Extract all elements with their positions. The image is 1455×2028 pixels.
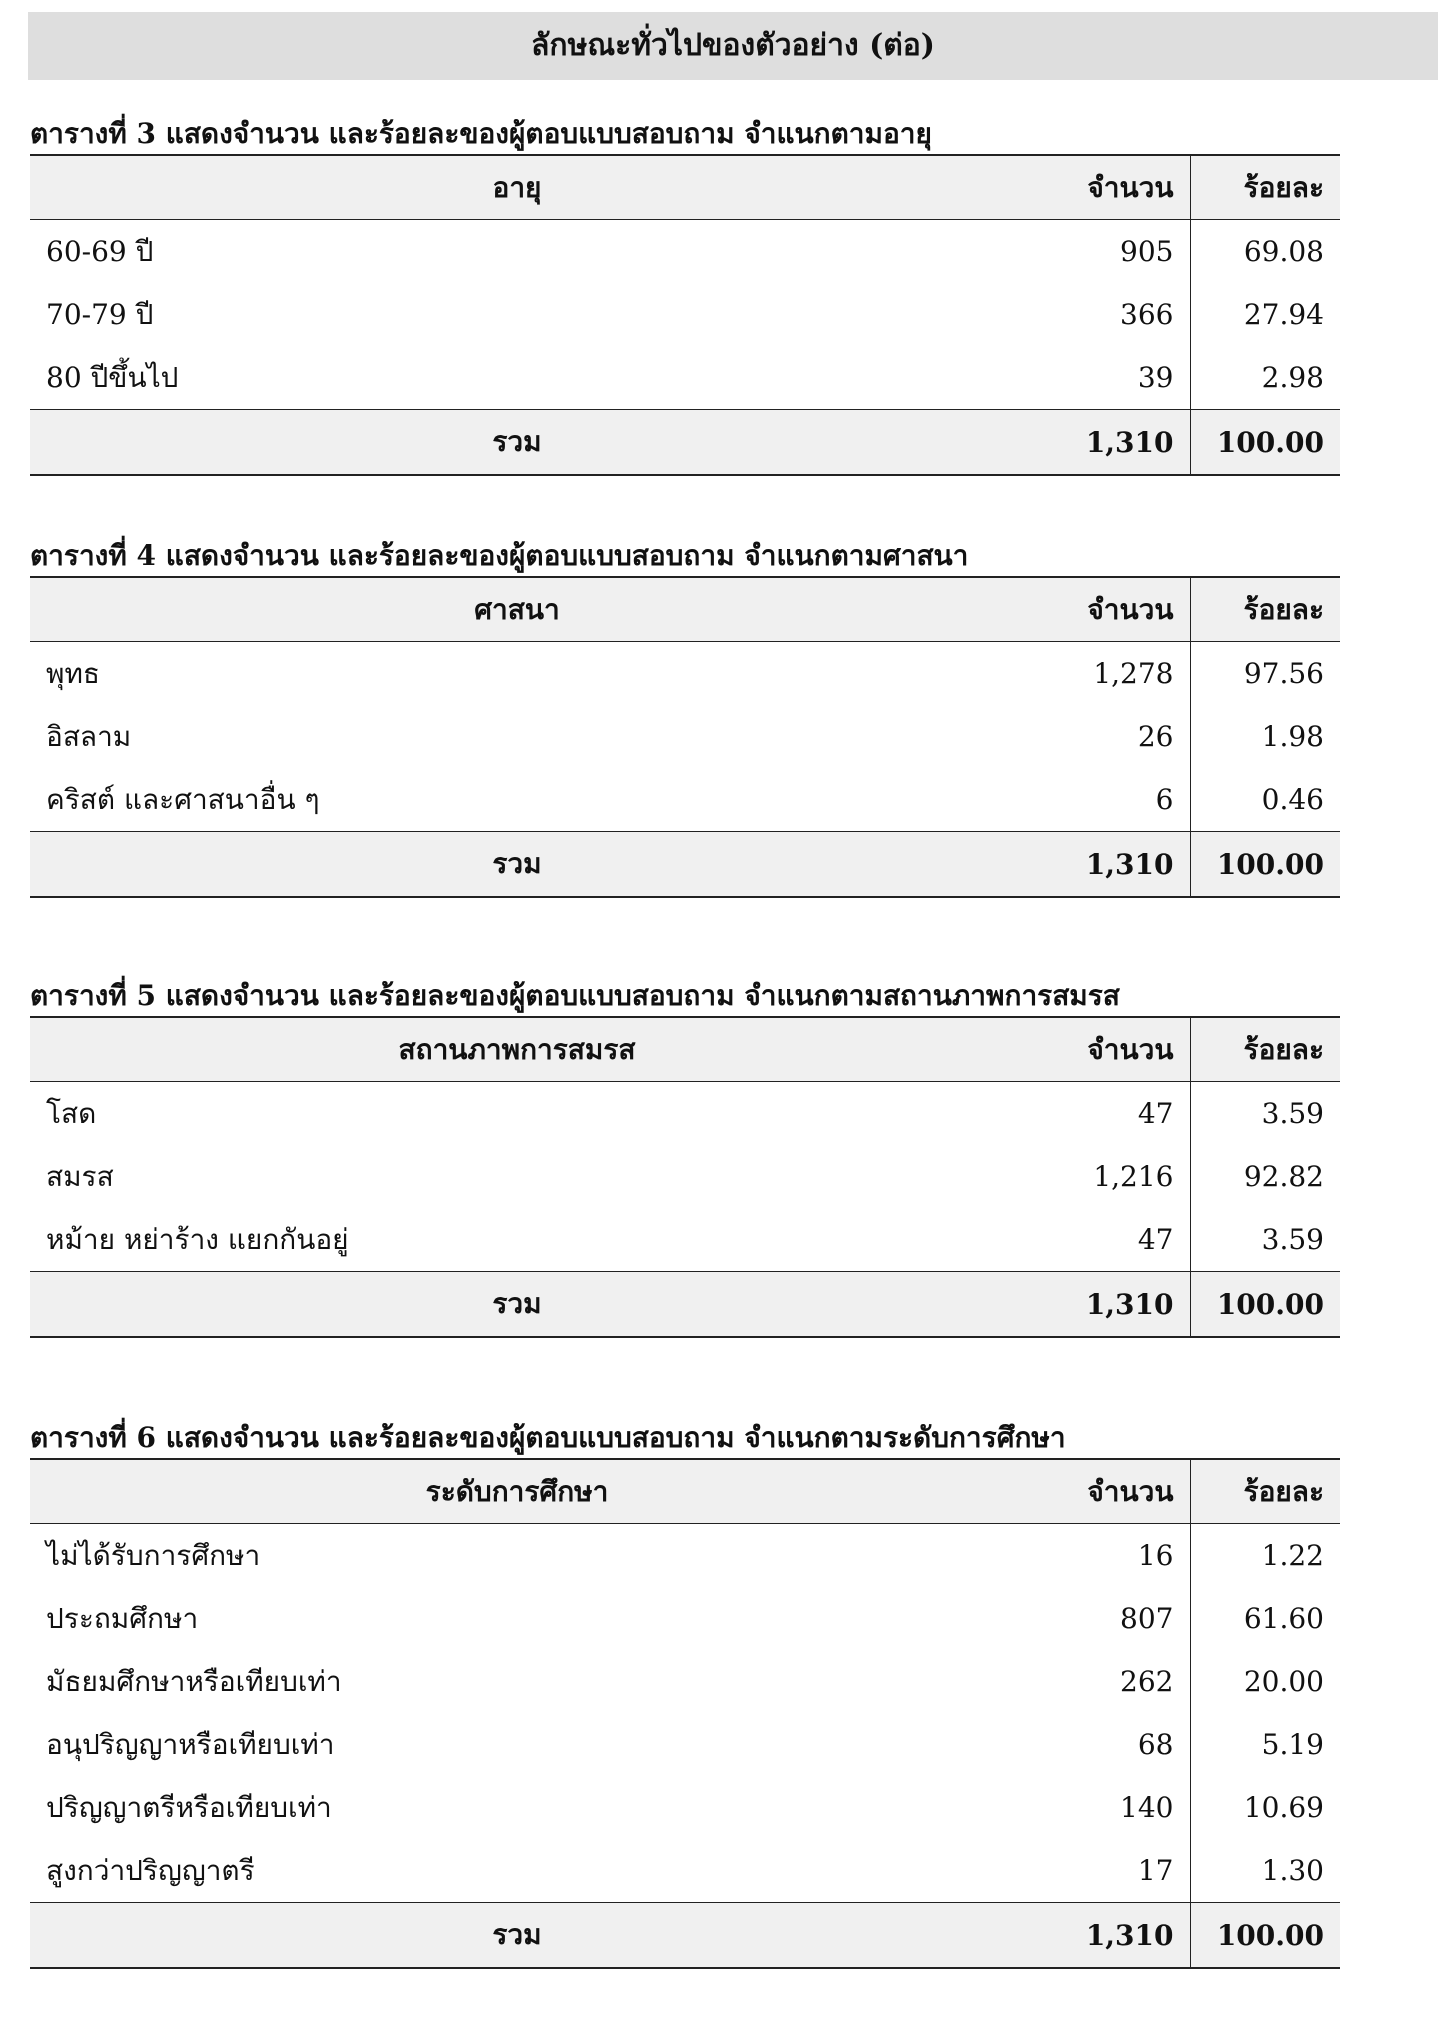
header-count: จำนวน (1020, 155, 1190, 220)
row-count: 1,278 (1020, 642, 1190, 706)
row-label: 70-79 ปี (46, 297, 154, 331)
table-4-block (30, 536, 1340, 898)
total-label: รวม (30, 832, 1020, 898)
row-percent: 1.30 (1261, 1854, 1324, 1887)
table-row (30, 768, 1340, 832)
table-5 (30, 1016, 1340, 1338)
total-row (30, 410, 1340, 476)
row-label: หม้าย หย่าร้าง แยกกันอยู่ (46, 1222, 349, 1256)
table-row (30, 642, 1340, 706)
row-label: คริสต์ และศาสนาอื่น ๆ (46, 782, 320, 816)
table-row (30, 1524, 1340, 1588)
row-percent: 10.69 (1243, 1791, 1324, 1824)
row-label: โสด (46, 1096, 97, 1130)
total-row (30, 1272, 1340, 1338)
total-label: รวม (30, 1903, 1020, 1969)
page-header-title: ลักษณะทั่วไปของตัวอย่าง (ต่อ) (531, 28, 935, 63)
header-count: จำนวน (1020, 577, 1190, 642)
row-label: อิสลาม (46, 719, 132, 753)
row-count: 366 (1020, 283, 1190, 346)
header-percent: ร้อยละ (1190, 1459, 1340, 1524)
total-percent: 100.00 (1190, 1272, 1340, 1338)
table-row (30, 1839, 1340, 1903)
table-row (30, 705, 1340, 768)
table-row (30, 1587, 1340, 1650)
row-label: อนุปริญญาหรือเทียบเท่า (46, 1727, 335, 1761)
header-label: ศาสนา (30, 577, 1020, 642)
table-header-row (30, 1017, 1340, 1082)
table-6-block (30, 1418, 1340, 1969)
table-header-row (30, 155, 1340, 220)
table-row (30, 1713, 1340, 1776)
total-label: รวม (30, 410, 1020, 476)
row-percent: 1.22 (1261, 1539, 1324, 1572)
row-count: 68 (1020, 1713, 1190, 1776)
header-label: สถานภาพการสมรส (30, 1017, 1020, 1082)
row-percent: 97.56 (1243, 657, 1324, 690)
page-header (28, 12, 1438, 80)
table-5-block (30, 976, 1340, 1338)
row-label: สมรส (46, 1159, 114, 1193)
row-count: 140 (1020, 1776, 1190, 1839)
header-percent: ร้อยละ (1190, 155, 1340, 220)
total-count: 1,310 (1020, 410, 1190, 476)
row-count: 17 (1020, 1839, 1190, 1903)
row-count: 807 (1020, 1587, 1190, 1650)
table-6 (30, 1458, 1340, 1969)
row-count: 47 (1020, 1208, 1190, 1272)
table-6-caption: ตารางที่ 6 แสดงจำนวน และร้อยละของผู้ตอบแบบสอบถาม จำแนกตามระดับการศึกษา (30, 1421, 1066, 1454)
total-count: 1,310 (1020, 1903, 1190, 1969)
row-label: มัธยมศึกษาหรือเทียบเท่า (46, 1664, 342, 1698)
header-label: อายุ (30, 155, 1020, 220)
row-percent: 27.94 (1243, 298, 1324, 331)
row-percent: 92.82 (1243, 1160, 1324, 1193)
row-percent: 69.08 (1243, 235, 1324, 268)
table-4-caption: ตารางที่ 4 แสดงจำนวน และร้อยละของผู้ตอบแบบสอบถาม จำแนกตามศาสนา (30, 539, 969, 572)
row-percent: 2.98 (1261, 361, 1324, 394)
table-4 (30, 576, 1340, 898)
table-row (30, 1776, 1340, 1839)
row-count: 26 (1020, 705, 1190, 768)
table-header-row (30, 1459, 1340, 1524)
row-label: พุทธ (46, 656, 101, 690)
row-percent: 3.59 (1261, 1097, 1324, 1130)
row-label: ปริญญาตรีหรือเทียบเท่า (46, 1790, 332, 1824)
table-3 (30, 154, 1340, 476)
total-percent: 100.00 (1190, 410, 1340, 476)
row-label: ไม่ได้รับการศึกษา (46, 1538, 261, 1572)
table-row (30, 1208, 1340, 1272)
table-header-row (30, 577, 1340, 642)
table-row (30, 220, 1340, 284)
row-label: ประถมศึกษา (46, 1601, 199, 1635)
total-label: รวม (30, 1272, 1020, 1338)
header-count: จำนวน (1020, 1459, 1190, 1524)
row-percent: 0.46 (1261, 783, 1324, 816)
row-count: 262 (1020, 1650, 1190, 1713)
table-row (30, 283, 1340, 346)
total-percent: 100.00 (1190, 832, 1340, 898)
header-label: ระดับการศึกษา (30, 1459, 1020, 1524)
row-count: 1,216 (1020, 1145, 1190, 1208)
table-row (30, 1650, 1340, 1713)
header-percent: ร้อยละ (1190, 1017, 1340, 1082)
table-3-block (30, 114, 1340, 476)
total-count: 1,310 (1020, 832, 1190, 898)
header-percent: ร้อยละ (1190, 577, 1340, 642)
table-row (30, 346, 1340, 410)
row-label: 60-69 ปี (46, 234, 154, 268)
total-count: 1,310 (1020, 1272, 1190, 1338)
row-percent: 20.00 (1243, 1665, 1324, 1698)
table-3-caption: ตารางที่ 3 แสดงจำนวน และร้อยละของผู้ตอบแบบสอบถาม จำแนกตามอายุ (30, 117, 932, 150)
row-percent: 61.60 (1243, 1602, 1324, 1635)
row-count: 39 (1020, 346, 1190, 410)
row-count: 16 (1020, 1524, 1190, 1588)
header-count: จำนวน (1020, 1017, 1190, 1082)
total-percent: 100.00 (1190, 1903, 1340, 1969)
table-5-caption: ตารางที่ 5 แสดงจำนวน และร้อยละของผู้ตอบแบบสอบถาม จำแนกตามสถานภาพการสมรส (30, 979, 1120, 1012)
row-count: 47 (1020, 1082, 1190, 1146)
row-count: 905 (1020, 220, 1190, 284)
row-count: 6 (1020, 768, 1190, 832)
row-percent: 5.19 (1261, 1728, 1324, 1761)
row-label: 80 ปีขึ้นไป (46, 360, 179, 394)
row-label: สูงกว่าปริญญาตรี (46, 1853, 255, 1887)
total-row (30, 1903, 1340, 1969)
row-percent: 1.98 (1261, 720, 1324, 753)
table-row (30, 1145, 1340, 1208)
total-row (30, 832, 1340, 898)
table-row (30, 1082, 1340, 1146)
row-percent: 3.59 (1261, 1223, 1324, 1256)
